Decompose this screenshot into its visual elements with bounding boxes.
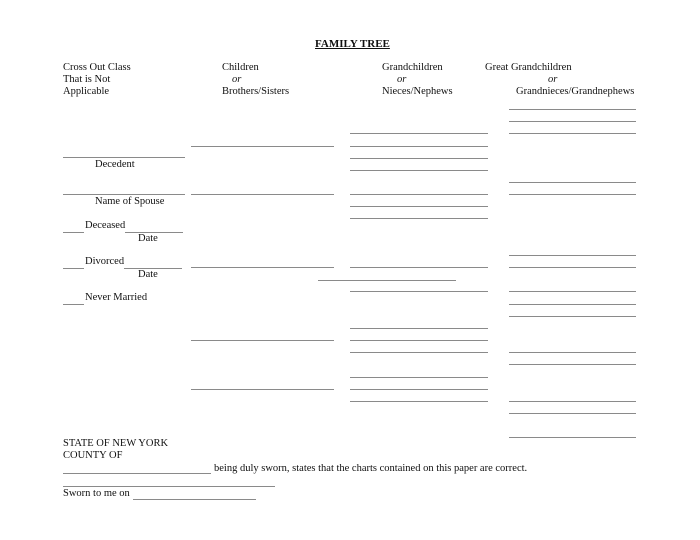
great-grandchild-field[interactable]	[509, 304, 636, 305]
col3-header-line1: Grandchildren	[382, 62, 443, 73]
col2-header-line3: Brothers/Sisters	[222, 86, 290, 97]
grandchild-field[interactable]	[350, 401, 488, 402]
spouse-name-field[interactable]	[63, 194, 185, 195]
col4-header-or: or	[548, 74, 558, 85]
affiant-name-field[interactable]	[63, 473, 211, 474]
col1-header-line1: Cross Out Class	[63, 62, 131, 73]
signature-field[interactable]	[63, 486, 275, 487]
col1-header-line2: That is Not	[63, 74, 111, 85]
child-field[interactable]	[191, 146, 334, 147]
child-field[interactable]	[191, 389, 334, 390]
grandchild-field[interactable]	[350, 328, 488, 329]
state-label: STATE OF NEW YORK	[63, 438, 169, 449]
deceased-checkbox-line[interactable]	[63, 232, 84, 233]
sworn-date-field[interactable]	[133, 499, 256, 500]
child-field-extra[interactable]	[318, 280, 456, 281]
col3-header-or: or	[397, 74, 407, 85]
great-grandchild-field[interactable]	[509, 413, 636, 414]
grandchild-field[interactable]	[350, 291, 488, 292]
col2-header-or: or	[232, 74, 242, 85]
grandchild-field[interactable]	[350, 340, 488, 341]
great-grandchild-field[interactable]	[509, 291, 636, 292]
col2-header-line1: Children	[222, 62, 259, 73]
grandchild-field[interactable]	[350, 377, 488, 378]
great-grandchild-field[interactable]	[509, 267, 636, 268]
grandchild-field[interactable]	[350, 146, 488, 147]
great-grandchild-field[interactable]	[509, 352, 636, 353]
grandchild-field[interactable]	[350, 352, 488, 353]
child-field[interactable]	[191, 267, 334, 268]
great-grandchild-field[interactable]	[509, 133, 636, 134]
great-grandchild-field[interactable]	[509, 182, 636, 183]
sworn-statement: being duly sworn, states that the charts contained on this paper are correct.	[214, 463, 528, 474]
col3-header-line3: Nieces/Nephews	[382, 86, 453, 97]
county-label: COUNTY OF	[63, 450, 123, 461]
deceased-date-label: Date	[138, 233, 158, 244]
great-grandchild-field[interactable]	[509, 121, 636, 122]
page-title: FAMILY TREE	[315, 38, 390, 50]
grandchild-field[interactable]	[350, 206, 488, 207]
sworn-to-label: Sworn to me on	[63, 488, 130, 499]
spouse-label: Name of Spouse	[95, 196, 165, 207]
great-grandchild-field[interactable]	[509, 364, 636, 365]
divorced-checkbox-line[interactable]	[63, 268, 84, 269]
great-grandchild-field[interactable]	[509, 255, 636, 256]
grandchild-field[interactable]	[350, 389, 488, 390]
col4-header-line1: Great Grandchildren	[485, 62, 572, 73]
never-married-checkbox-line[interactable]	[63, 304, 84, 305]
decedent-label: Decedent	[95, 159, 135, 170]
divorced-date-label: Date	[138, 269, 158, 280]
child-field[interactable]	[191, 194, 334, 195]
great-grandchild-field[interactable]	[509, 194, 636, 195]
great-grandchild-field[interactable]	[509, 316, 636, 317]
divorced-label: Divorced	[85, 256, 125, 267]
great-grandchild-field[interactable]	[509, 437, 636, 438]
great-grandchild-field[interactable]	[509, 401, 636, 402]
grandchild-field[interactable]	[350, 158, 488, 159]
great-grandchild-field[interactable]	[509, 109, 636, 110]
never-married-label: Never Married	[85, 292, 148, 303]
child-field[interactable]	[191, 340, 334, 341]
grandchild-field[interactable]	[350, 170, 488, 171]
grandchild-field[interactable]	[350, 267, 488, 268]
col4-header-line3: Grandnieces/Grandnephews	[516, 86, 635, 97]
grandchild-field[interactable]	[350, 194, 488, 195]
grandchild-field[interactable]	[350, 133, 488, 134]
grandchild-field[interactable]	[350, 218, 488, 219]
deceased-label: Deceased	[85, 220, 126, 231]
decedent-field[interactable]	[63, 157, 185, 158]
col1-header-line3: Applicable	[63, 86, 110, 97]
